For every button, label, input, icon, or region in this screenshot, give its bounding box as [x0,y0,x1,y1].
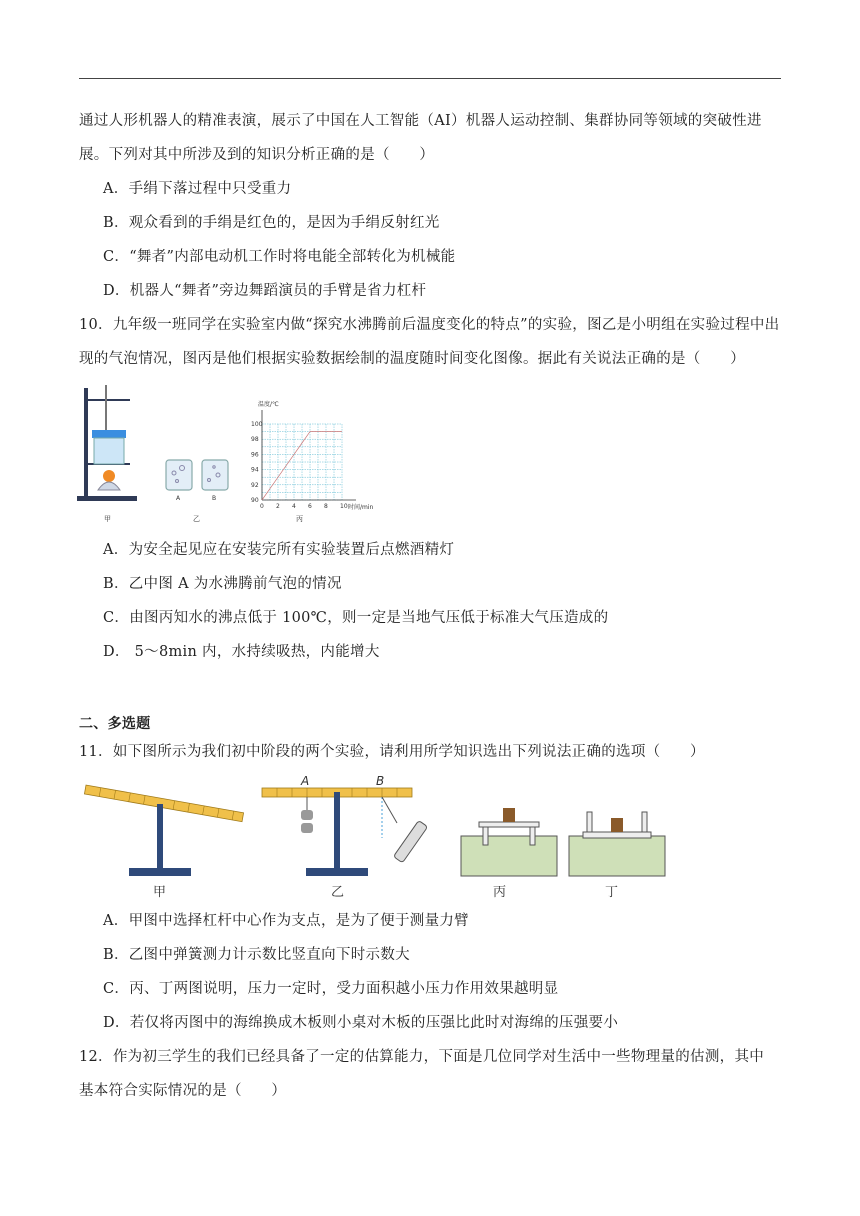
label-point-b: B [376,774,385,788]
sponge-bing [461,808,557,876]
beakers-bubbles [166,460,228,490]
x-tick-label: 4 [292,503,296,510]
q11-option-a: A．甲图中选择杠杆中心作为支点，是为了便于测量力臂 [103,913,469,929]
y-axis-label: 温度/℃ [258,401,279,408]
q9-stem-line1: 通过人形机器人的精准表演，展示了中国在人工智能（AI）机器人运动控制、集群协同等领域的突破性进 [79,113,762,129]
label-bing: 丙 [296,515,303,523]
label-jia: 甲 [153,885,167,900]
lever-jia [84,785,243,876]
x-tick-label: 10 [340,503,348,510]
q9-stem-line2: 展。下列对其中所涉及到的知识分析正确的是（ ） [79,147,435,163]
q12-stem-line1: 12．作为初三学生的我们已经具备了一定的估算能力，下面是几位同学对生活中一些物理量的估测，其中 [79,1049,765,1065]
x-tick-label: 6 [308,503,312,510]
label-ding: 丁 [605,885,619,900]
lever-yi [262,788,428,876]
q10-stem-line1: 10．九年级一班同学在实验室内做“探究水沸腾前后温度变化的特点”的实验，图乙是小明组在实验过程中出 [79,317,780,333]
header-rule [79,78,781,79]
q11-figure [79,768,679,900]
q10-stem-line2: 现的气泡情况，图丙是他们根据实验数据绘制的温度随时间变化图像。据此有关说法正确的是（ ） [79,351,745,367]
label-beaker-b: B [212,495,217,502]
q9-option-d: D．机器人“舞者”旁边舞蹈演员的手臂是省力杠杆 [103,283,427,299]
label-yi: 乙 [193,515,200,523]
boiling-apparatus [77,385,137,501]
label-point-a: A [301,774,310,788]
x-axis-label: 时间/min [348,504,374,511]
y-tick-label: 100 [251,421,263,428]
x-tick-label: 0 [260,503,264,510]
q11-option-b: B．乙图中弹簧测力计示数比竖直向下时示数大 [103,947,410,963]
y-tick-label: 92 [251,481,259,489]
temperature-chart [251,400,374,511]
label-bing: 丙 [493,885,507,900]
q11-option-d: D．若仅将丙图中的海绵换成木板则小桌对木板的压强比此时对海绵的压强要小 [103,1015,619,1031]
label-yi: 乙 [331,885,345,900]
sponge-ding [569,812,665,876]
q10-option-b: B．乙中图 A 为水沸腾前气泡的情况 [103,576,342,592]
x-tick-label: 2 [276,503,280,510]
label-beaker-a: A [176,495,181,502]
q9-option-c: C．“舞者”内部电动机工作时将电能全部转化为机械能 [103,249,456,265]
label-jia: 甲 [104,515,111,523]
y-tick-label: 94 [251,466,259,474]
y-tick-label: 98 [251,436,259,444]
q10-option-a: A．为安全起见应在安装完所有实验装置后点燃酒精灯 [103,542,455,558]
q10-figure [74,380,394,528]
q10-option-d: D． 5～8min 内，水持续吸热，内能增大 [103,644,380,660]
y-tick-label: 90 [251,497,259,504]
x-tick-label: 8 [324,503,328,510]
q9-option-b: B．观众看到的手绢是红色的，是因为手绢反射红光 [103,215,440,231]
q12-stem-line2: 基本符合实际情况的是（ ） [79,1083,287,1099]
y-tick-label: 96 [251,451,259,459]
q11-option-c: C．丙、丁两图说明，压力一定时，受力面积越小压力作用效果越明显 [103,981,559,997]
q10-option-c: C．由图丙知水的沸点低于 100℃，则一定是当地气压低于标准大气压造成的 [103,610,609,626]
q11-stem: 11．如下图所示为我们初中阶段的两个实验，请利用所学知识选出下列说法正确的选项（ ） [79,744,705,760]
section-title: 二、多选题 [79,716,151,732]
q9-option-a: A．手绢下落过程中只受重力 [103,181,292,197]
